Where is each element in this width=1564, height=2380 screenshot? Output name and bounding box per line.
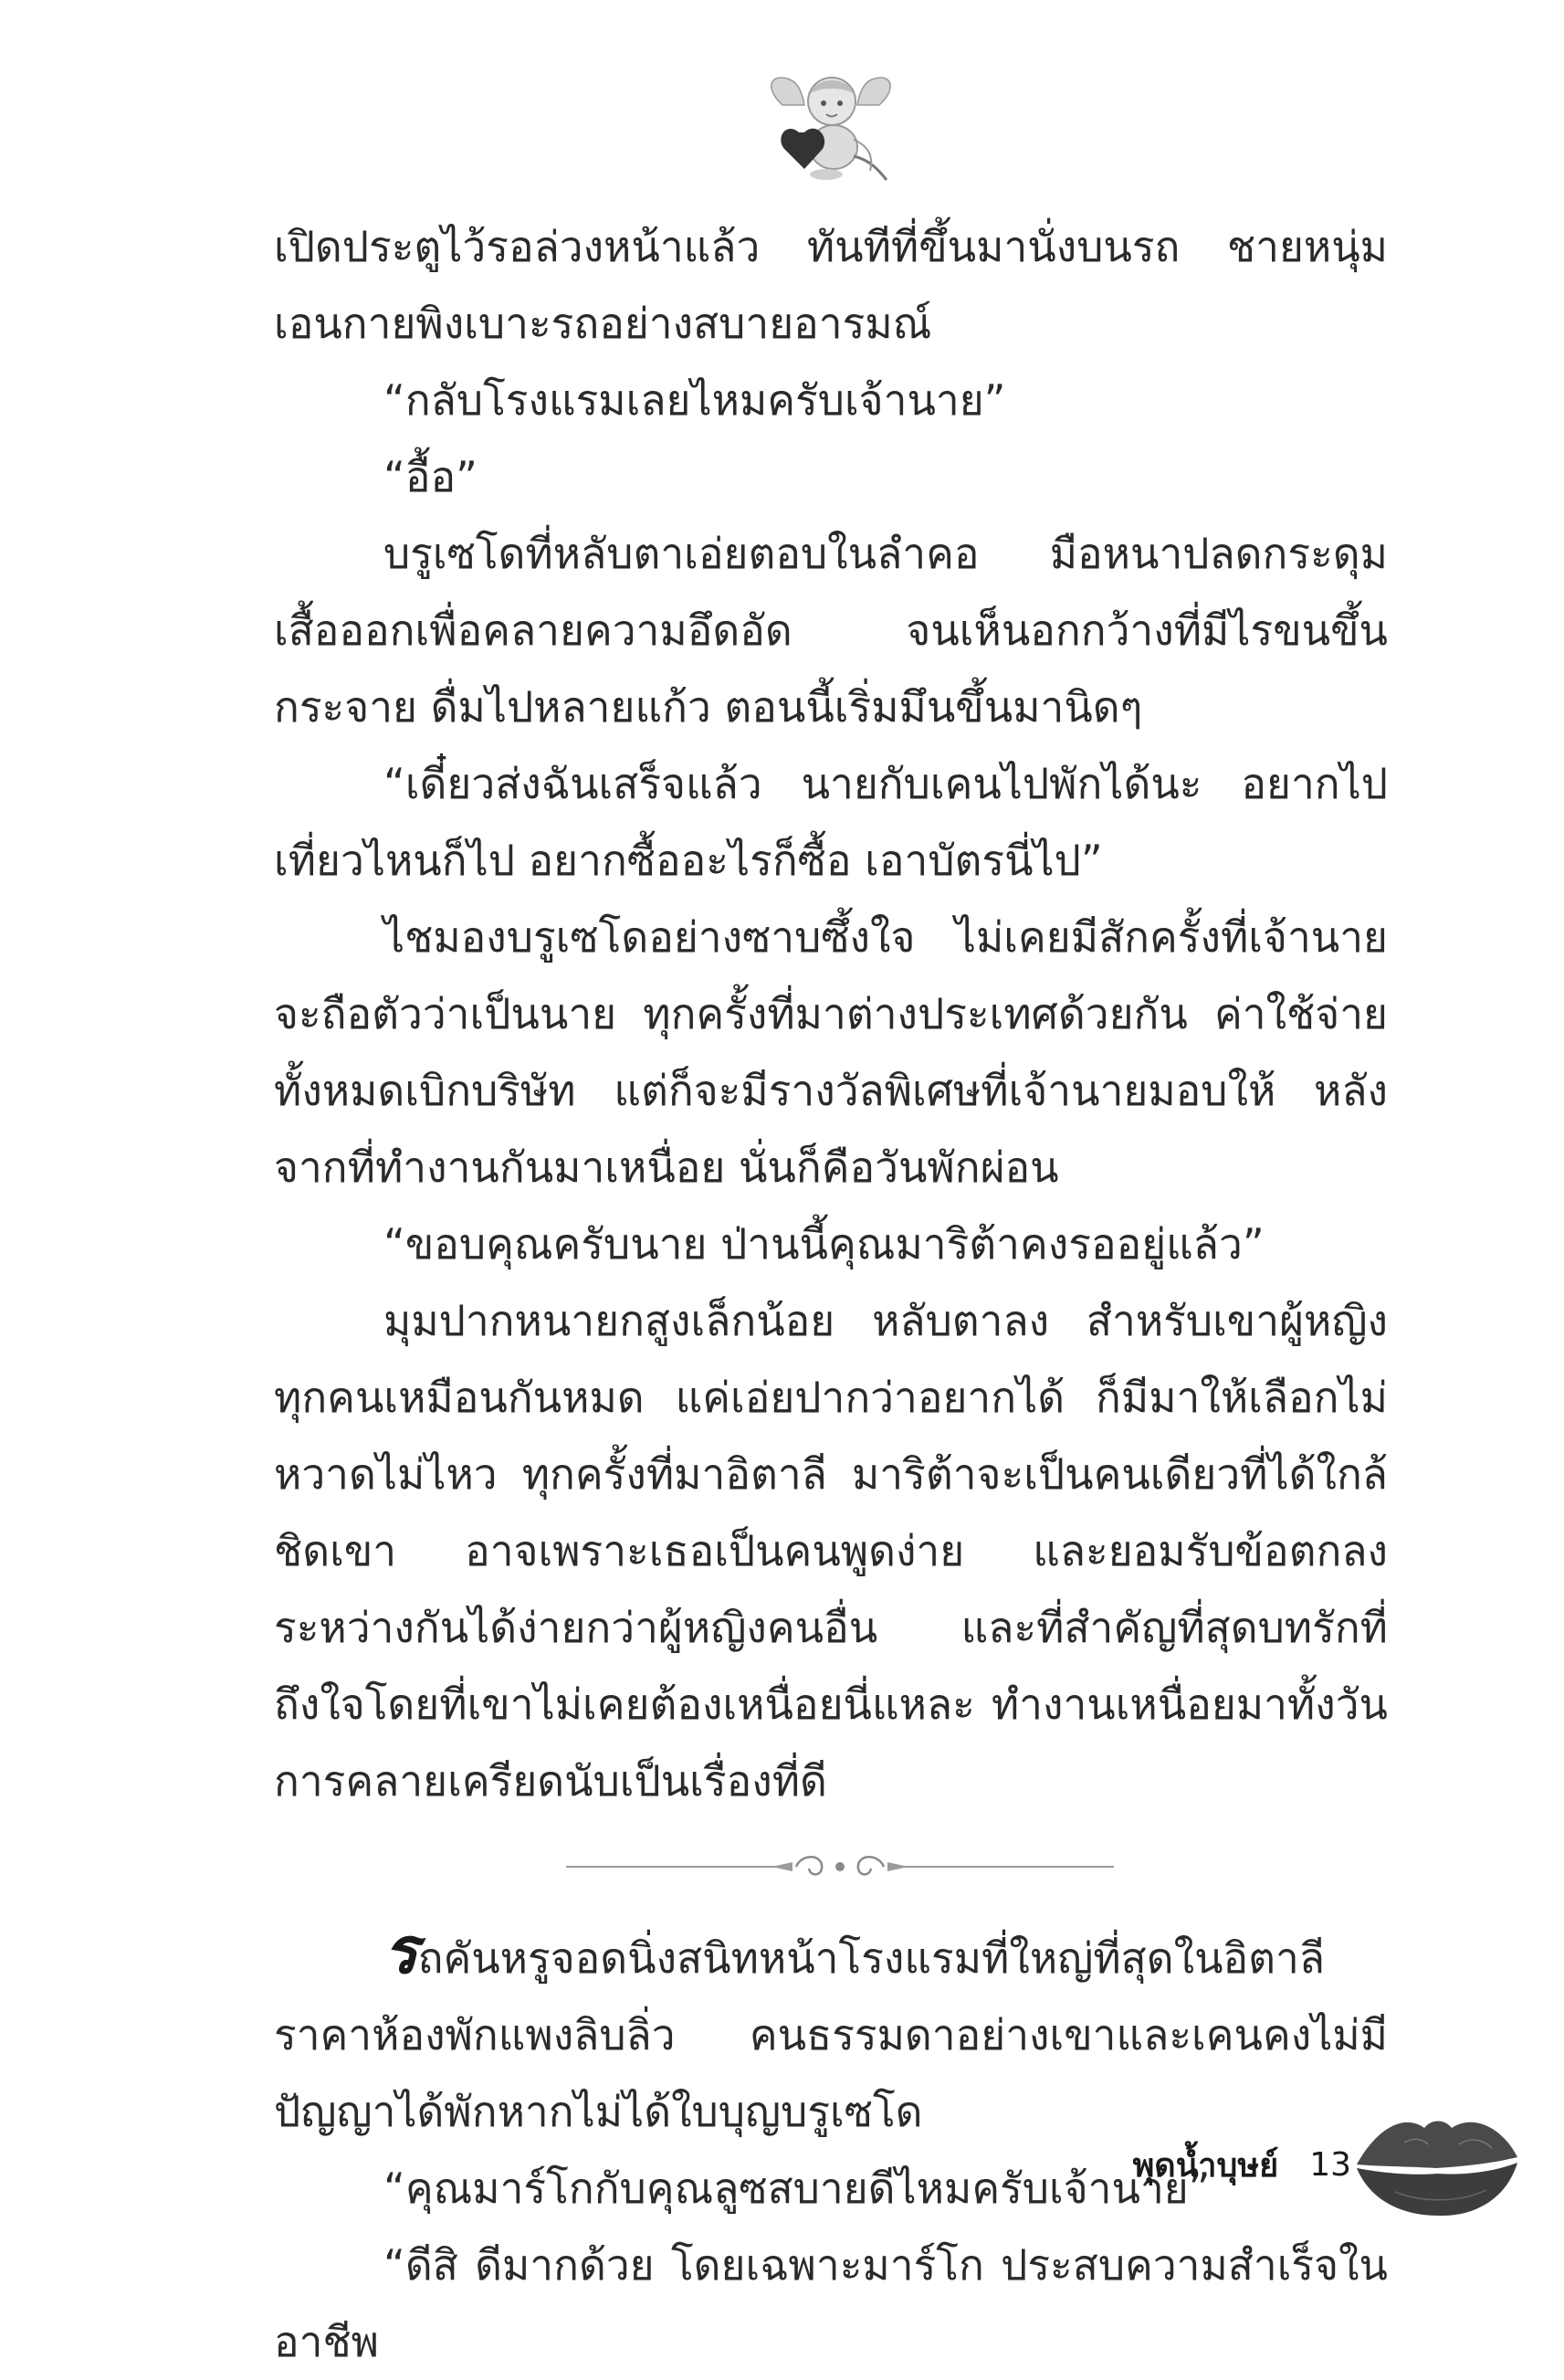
page-number: 13 xyxy=(1309,2145,1351,2184)
body-text xyxy=(274,208,1388,2380)
paragraph: เปิดประตูไว้รอล่วงหน้าแล้ว ทันทีที่ขึ้นมานั่งบนรถ ชายหนุ่มเอนกายพิงเบาะรถอย่างสบายอารมณ์ xyxy=(274,222,1388,348)
paragraph: “เดี๋ยวส่งฉันเสร็จแล้ว นายกับเคนไปพักได้นะ อยากไปเที่ยวไหนก็ไป อยากซื้ออะไรก็ซื้อ เอาบัตรนี่ไป” xyxy=(274,759,1388,885)
paragraph-dropcap xyxy=(274,1912,1388,2150)
dropcap-letter: ร xyxy=(383,1912,418,1988)
book-title: พุดน้ำบุษย์ xyxy=(1132,2146,1279,2185)
paragraph: มุมปากหนายกสูงเล็กน้อย หลับตาลง สำหรับเขาผู้หญิงทุกคนเหมือนกันหมด แค่เอ่ยปากว่าอยากได้ ก็มีมาให้เลือกไม่หวาดไม่ไหว ทุกครั้งที่มาอิตาลี มาริต้าจะเป็นคนเดียวที่ได้ใกล้ชิดเขา อาจเพราะเธอเป็นคนพูดง่าย และยอมรับข้อตกลงระหว่างกันได้ง่ายกว่าผู้หญิงคนอื่น และที่สำคัญที่สุดบทรักที่ถึงใจโดยที่เขาไม่เคยต้องเหนื่อยนี่แหละ ทำงานเหนื่อยมาทั้งวัน การคลายเครียดนับเป็นเรื่องที่ดี xyxy=(274,1296,1388,1806)
dropcap-paragraph-text: ถคันหรูจอดนิ่งสนิทหน้าโรงแรมที่ใหญ่ที่สุดในอิตาลี ราคาห้องพักแพงลิบลิ่ว คนธรรมดาอย่างเขาและเคนคงไม่มีปัญญาได้พักหากไม่ได้ใบบุญบรูเซโด xyxy=(274,1933,1388,2136)
lips-kiss-icon xyxy=(1349,2101,1523,2228)
paragraph: “ขอบคุณครับนาย ป่านนี้คุณมาริต้าคงรออยู่แล้ว” xyxy=(383,1219,1265,1269)
page-footer xyxy=(1050,2137,1351,2192)
flourish-divider-icon xyxy=(274,1819,1388,1920)
paragraph: “คุณมาร์โกกับคุณลูซสบายดีไหมครับเจ้านาย” xyxy=(383,2164,1211,2213)
section-divider xyxy=(274,1819,1388,1920)
cupid-with-heart-icon xyxy=(762,68,899,183)
paragraph: “ดีสิ ดีมากด้วย โดยเฉพาะมาร์โก ประสบความสำเร็จในอาชีพ xyxy=(274,2240,1388,2366)
paragraph: “กลับโรงแรมเลยไหมครับเจ้านาย” xyxy=(383,375,1006,425)
paragraph: “อื้อ” xyxy=(383,452,478,501)
paragraph: บรูเซโดที่หลับตาเอ่ยตอบในลำคอ มือหนาปลดกระดุมเสื้อออกเพื่อคลายความอึดอัด จนเห็นอกกว้างที่มีไรขนขึ้นกระจาย ดื่มไปหลายแก้ว ตอนนี้เริ่มมึนขึ้นมานิดๆ xyxy=(274,529,1388,732)
paragraph: ไชมองบรูเซโดอย่างซาบซึ้งใจ ไม่เคยมีสักครั้งที่เจ้านายจะถือตัวว่าเป็นนาย ทุกครั้งที่มาต่างประเทศด้วยกัน ค่าใช้จ่ายทั้งหมดเบิกบริษัท แต่ก็จะมีรางวัลพิเศษที่เจ้านายมอบให้ หลังจากที่ทำงานกันมาเหนื่อย นั่นก็คือวันพักผ่อน xyxy=(274,912,1388,1192)
